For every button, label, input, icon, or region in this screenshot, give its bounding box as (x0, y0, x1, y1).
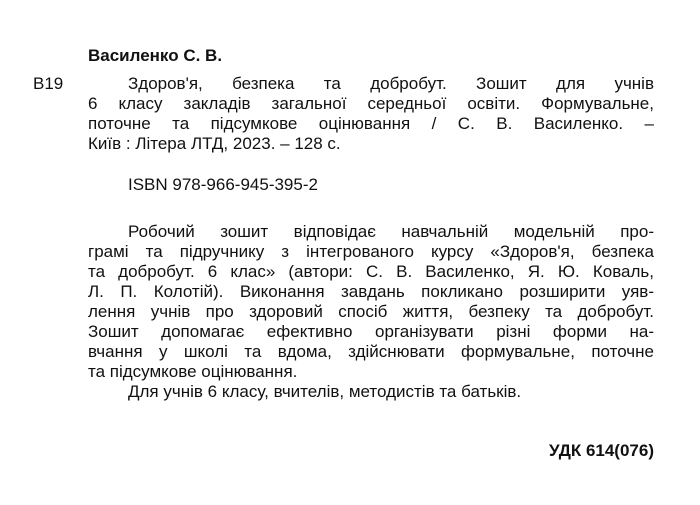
audience-statement: Для учнів 6 класу, вчителів, методистів та батьків. (128, 382, 522, 401)
isbn: ISBN 978-966-945-395-2 (128, 175, 318, 194)
author-name: Василенко С. В. (88, 46, 223, 65)
annotation-line: Робочий зошит відповідає навчальній модельній про- (128, 222, 654, 241)
bibliographic-description (88, 74, 654, 154)
annotation-line: та добробут. 6 клас» (автори: С. В. Василенко, Я. Ю. Коваль, (88, 262, 654, 281)
description-line: Київ : Літера ЛТД, 2023. – 128 с. (88, 134, 341, 153)
description-line: 6 класу закладів загальної середньої освіти. Формувальне, (88, 94, 654, 113)
annotation-line: лення учнів про здоровий спосіб життя, безпеку та добробут. (88, 302, 654, 321)
description-line: Здоров'я, безпека та добробут. Зошит для учнів (128, 74, 654, 93)
annotation-line: грамі та підручнику з інтегрованого курсу «Здоров'я, безпека (88, 242, 654, 261)
annotation-line: Зошит допомагає ефективно організувати різні форми на- (88, 322, 654, 341)
annotation-line: Л. П. Колотій). Виконання завдань покликано розширити уяв- (88, 282, 654, 301)
library-classification-code: В19 (33, 74, 64, 93)
annotation-line: та підсумкове оцінювання. (88, 362, 298, 381)
annotation-line: вчання у школі та вдома, здійснювати формувальне, поточне (88, 342, 654, 361)
udk-code: УДК 614(076) (549, 441, 654, 460)
annotation (88, 222, 654, 402)
description-line: поточне та підсумкове оцінювання / С. В. Василенко. – (88, 114, 654, 133)
